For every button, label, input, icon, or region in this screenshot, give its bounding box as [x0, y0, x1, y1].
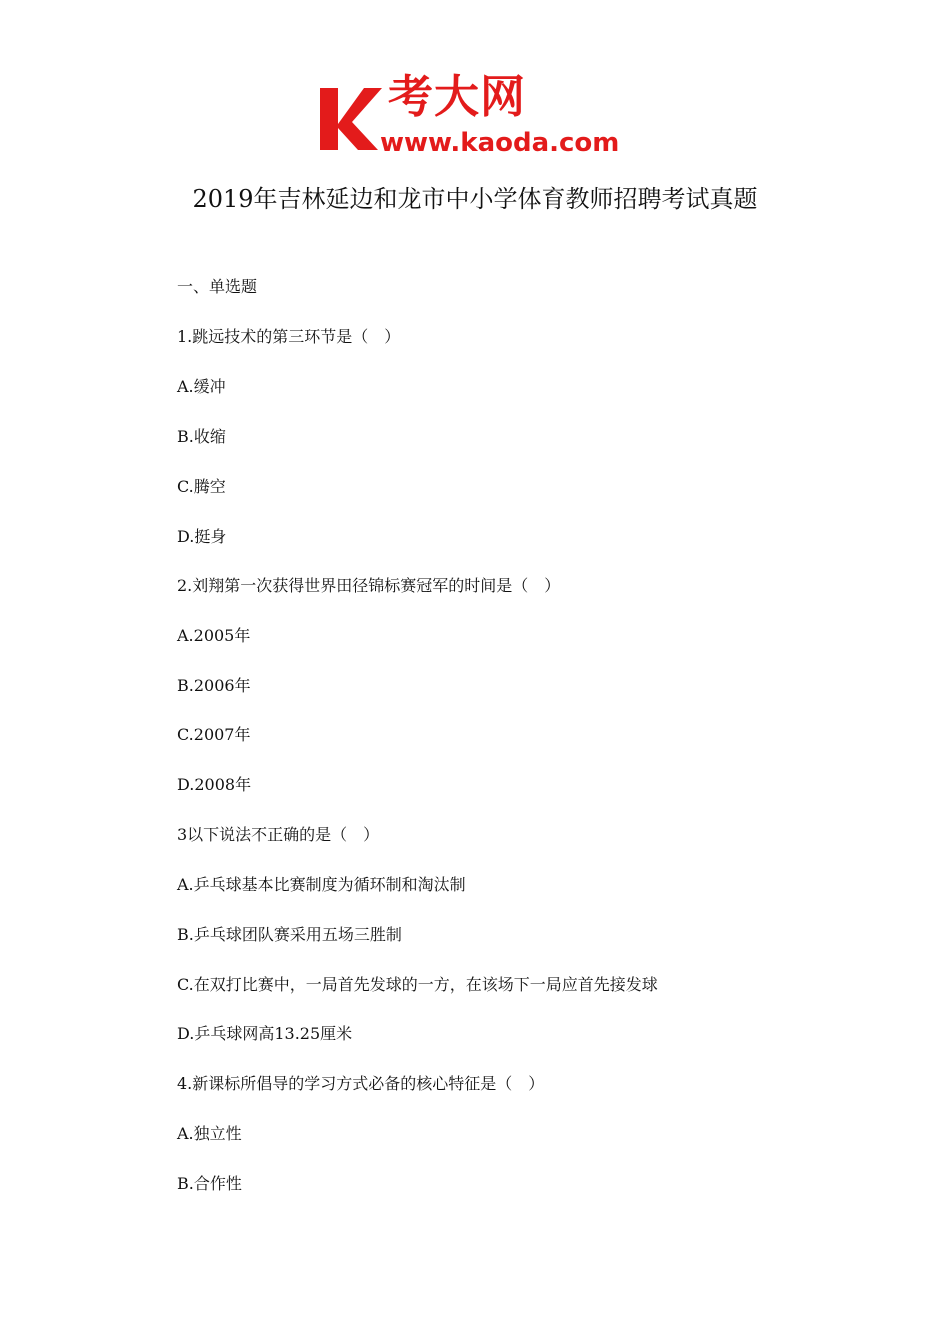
question-2-option-a: A.2005年	[177, 626, 251, 645]
question-1-option-d: D.挺身	[177, 527, 227, 546]
kaoda-logo	[318, 70, 640, 162]
section-heading: 一、单选题	[177, 277, 258, 296]
question-2: 2.刘翔第一次获得世界田径锦标赛冠军的时间是（ ）	[177, 576, 561, 595]
question-4-option-a: A.独立性	[177, 1124, 242, 1143]
k-logo-icon	[318, 84, 384, 154]
question-1: 1.跳远技术的第三环节是（ ）	[177, 327, 401, 346]
question-3-option-d: D.乒乓球网高13.25厘米	[177, 1024, 353, 1043]
question-1-option-c: C.腾空	[177, 477, 226, 496]
question-2-option-c: C.2007年	[177, 725, 251, 744]
question-3-option-a: A.乒乓球基本比赛制度为循环制和淘汰制	[177, 875, 466, 894]
question-4-option-b: B.合作性	[177, 1174, 242, 1193]
question-3: 3以下说法不正确的是（ ）	[177, 825, 380, 844]
question-1-option-a: A.缓冲	[177, 377, 226, 396]
question-3-option-c: C.在双打比赛中，一局首先发球的一方，在该场下一局应首先接发球	[177, 975, 658, 994]
document-title: 2019年吉林延边和龙市中小学体育教师招聘考试真题	[192, 185, 758, 213]
question-1-option-b: B.收缩	[177, 427, 226, 446]
question-4: 4.新课标所倡导的学习方式必备的核心特征是（ ）	[177, 1074, 545, 1093]
question-3-option-b: B.乒乓球团队赛采用五场三胜制	[177, 925, 402, 944]
logo-brand-text: 考大网	[388, 70, 527, 123]
question-2-option-b: B.2006年	[177, 676, 251, 695]
logo-url-text: www.kaoda.com	[380, 128, 620, 158]
question-2-option-d: D.2008年	[177, 775, 252, 794]
